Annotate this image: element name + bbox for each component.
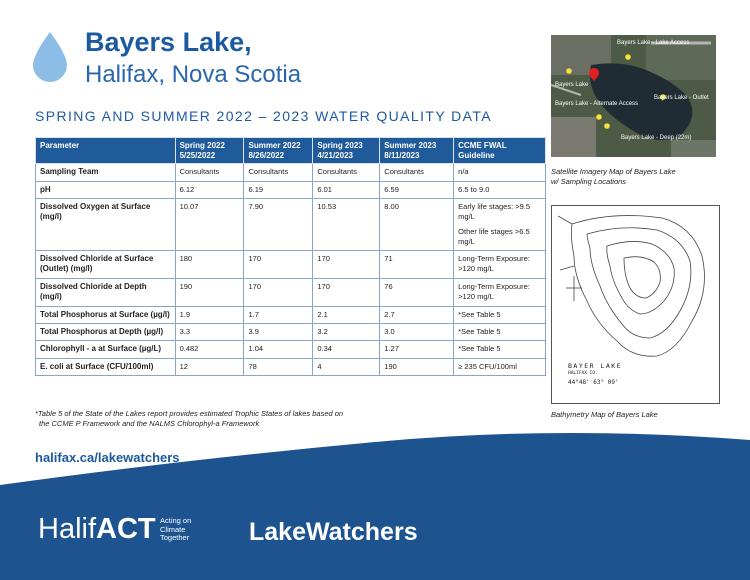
sat-label: Bayers Lake - Alternate Access	[555, 101, 639, 107]
value-cell: 170	[313, 250, 380, 278]
value-cell: 3.0	[380, 323, 454, 340]
guideline-cell: *See Table 5	[454, 306, 546, 323]
value-cell: 6.12	[175, 181, 244, 198]
value-cell: 3.9	[244, 323, 313, 340]
parameter-cell: Dissolved Chloride at Surface (Outlet) (mg/l)	[36, 250, 176, 278]
value-cell: 1.04	[244, 341, 313, 358]
parameter-cell: Dissolved Oxygen at Surface (mg/l)	[36, 198, 176, 250]
value-cell: 10.53	[313, 198, 380, 250]
value-cell: 4	[313, 358, 380, 375]
sample-pin	[625, 54, 631, 60]
column-header: CCME FWAL Guideline	[454, 138, 546, 164]
halifact-logo	[38, 513, 156, 546]
value-cell: Consultants	[380, 164, 454, 181]
logo-part: Halif	[38, 513, 97, 545]
value-cell: Consultants	[175, 164, 244, 181]
table-row	[36, 181, 546, 198]
page-location: Halifax, Nova Scotia	[85, 61, 302, 88]
bathy-coords: 44°48' 63° 09'	[568, 379, 619, 386]
value-cell: 180	[175, 250, 244, 278]
value-cell: 3.2	[313, 323, 380, 340]
footer-banner	[0, 430, 750, 580]
parameter-cell: Dissolved Chloride at Depth (mg/l)	[36, 278, 176, 306]
table-row	[36, 250, 546, 278]
tagline-line: Climate	[160, 524, 186, 534]
value-cell: Consultants	[244, 164, 313, 181]
tagline-line: Acting on	[160, 516, 192, 525]
sample-pin	[604, 123, 610, 129]
value-cell: 7.90	[244, 198, 313, 250]
value-cell: 190	[380, 358, 454, 375]
value-cell: 3.3	[175, 323, 244, 340]
value-cell: 190	[175, 278, 244, 306]
table-row	[36, 306, 546, 323]
value-cell: 12	[175, 358, 244, 375]
value-cell: 1.27	[380, 341, 454, 358]
parameter-cell: Chlorophyll - a at Surface (µg/L)	[36, 341, 176, 358]
sat-label: Bayers Lake - Outlet	[654, 95, 709, 101]
sample-pin	[596, 114, 602, 120]
parameter-cell: Sampling Team	[36, 164, 176, 181]
sat-label: Bayers Lake	[555, 82, 589, 88]
value-cell: 6.19	[244, 181, 313, 198]
value-cell: 1.9	[175, 306, 244, 323]
guideline-cell: ≥ 235 CFU/100ml	[454, 358, 546, 375]
table-row	[36, 358, 546, 375]
bathy-map-title: BAYER LAKE	[568, 362, 623, 370]
satellite-caption	[551, 167, 721, 187]
value-cell: 170	[244, 250, 313, 278]
value-cell: Consultants	[313, 164, 380, 181]
section-subtitle: SPRING AND SUMMER 2022 – 2023 WATER QUALITY DATA	[35, 108, 492, 124]
caption-line: Satellite Imagery Map of Bayers Lake	[551, 167, 676, 176]
guideline-cell: n/a	[454, 164, 546, 181]
caption-line: w/ Sampling Locations	[551, 177, 627, 187]
value-cell: 78	[244, 358, 313, 375]
lakewatchers-link[interactable]: halifax.ca/lakewatchers	[35, 450, 180, 465]
value-cell: 6.59	[380, 181, 454, 198]
column-header: Parameter	[36, 138, 176, 164]
logo-part: ACT	[96, 513, 156, 545]
value-cell: 76	[380, 278, 454, 306]
parameter-cell: pH	[36, 181, 176, 198]
column-header: Spring 2022 5/25/2022	[175, 138, 244, 164]
table-header-row	[36, 138, 546, 164]
page-title: Bayers Lake,	[85, 27, 252, 57]
footnote-line: the CCME P Framework and the NALMS Chlorophyl-a Framework	[39, 419, 260, 429]
table-row	[36, 323, 546, 340]
column-header: Summer 2022 8/26/2022	[244, 138, 313, 164]
table-row	[36, 164, 546, 181]
table-row	[36, 278, 546, 306]
bathymetry-caption: Bathymetry Map of Bayers Lake	[551, 410, 658, 419]
parameter-cell: E. coli at Surface (CFU/100ml)	[36, 358, 176, 375]
table-row	[36, 341, 546, 358]
value-cell: 2.7	[380, 306, 454, 323]
value-cell: 1.7	[244, 306, 313, 323]
value-cell: 170	[313, 278, 380, 306]
bathymetry-map	[551, 205, 720, 404]
sat-label: Bayers Lake - Lake Access	[617, 40, 690, 46]
sat-label: Bayers Lake - Deep (22m)	[621, 135, 692, 141]
column-header: Summer 2023 8/11/2023	[380, 138, 454, 164]
footnote-line: *Table 5 of the State of the Lakes report provides estimated Trophic States of lakes based on	[35, 409, 344, 418]
tagline-line: Together	[160, 533, 190, 543]
guideline-cell	[454, 198, 546, 250]
column-header: Spring 2023 4/21/2023	[313, 138, 380, 164]
value-cell: 0.482	[175, 341, 244, 358]
value-cell: 2.1	[313, 306, 380, 323]
value-cell: 0.34	[313, 341, 380, 358]
guideline-cell: *See Table 5	[454, 323, 546, 340]
guideline-cell: *See Table 5	[454, 341, 546, 358]
sample-pin	[566, 68, 572, 74]
value-cell: 170	[244, 278, 313, 306]
value-cell: 6.01	[313, 181, 380, 198]
halifact-tagline	[160, 517, 220, 543]
table-row	[36, 198, 546, 250]
parameter-cell: Total Phosphorus at Depth (µg/l)	[36, 323, 176, 340]
value-cell: 71	[380, 250, 454, 278]
water-quality-table	[35, 137, 546, 376]
bathy-map-sub: HALIFAX CO.	[568, 371, 598, 376]
guideline-other-life: Other life stages >6.5 mg/L	[458, 227, 530, 247]
guideline-cell: Long-Term Exposure: >120 mg/L	[454, 250, 546, 278]
parameter-cell: Total Phosphorus at Surface (µg/l)	[36, 306, 176, 323]
lakewatchers-logo: LakeWatchers	[249, 518, 418, 546]
satellite-map	[551, 35, 716, 157]
water-drop-icon	[33, 32, 67, 82]
table-footnote	[35, 409, 415, 429]
guideline-cell: Long-Term Exposure: >120 mg/L	[454, 278, 546, 306]
value-cell: 10.07	[175, 198, 244, 250]
value-cell: 8.00	[380, 198, 454, 250]
guideline-early-life: Early life stages: >9.5 mg/L	[458, 201, 531, 221]
guideline-cell: 6.5 to 9.0	[454, 181, 546, 198]
